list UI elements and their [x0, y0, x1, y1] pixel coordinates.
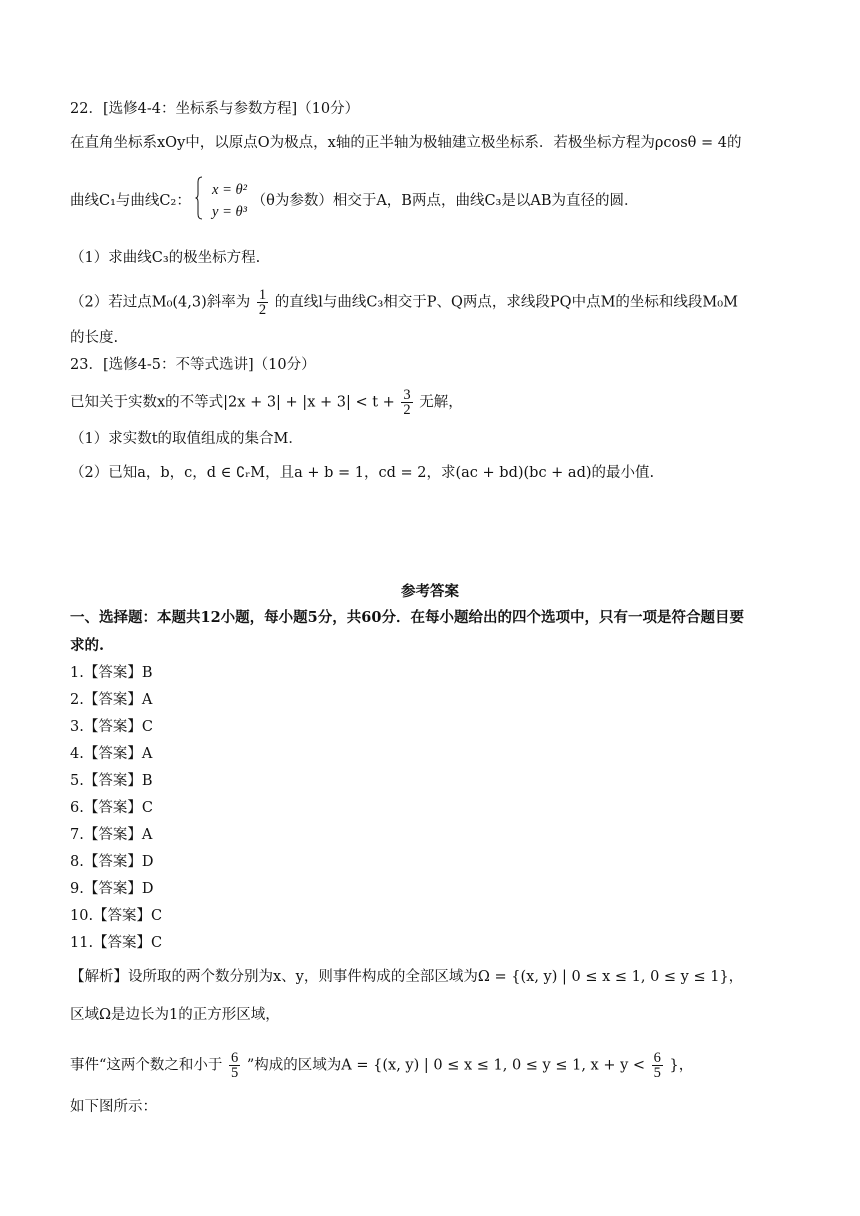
answer-item: 2.【答案】A	[70, 692, 153, 708]
q23-line1	[70, 388, 463, 417]
q22-part2-b: 的直线l与曲线C₃相交于P、Q两点，求线段PQ中点M的坐标和线段M₀M	[274, 294, 738, 311]
answer-item: 4.【答案】A	[70, 746, 153, 762]
q22-part2-end: 的长度.	[70, 330, 119, 346]
fraction-one-half	[257, 288, 268, 317]
system-brace	[195, 176, 203, 226]
answer-item: 3.【答案】C	[70, 719, 153, 735]
answer-item: 11.【答案】C	[70, 935, 163, 951]
analysis-line3-c: }，	[669, 1057, 694, 1074]
fraction-three-halves	[401, 388, 412, 417]
frac-num: 1	[258, 287, 267, 303]
q23-title: 23．[选修4-5：不等式选讲]（10分）	[70, 357, 316, 373]
answer-item: 6.【答案】C	[70, 800, 153, 816]
frac-num: 6	[653, 1050, 661, 1066]
q22-line1: 在直角坐标系xOy中，以原点O为极点，x轴的正半轴为极轴建立极坐标系．若极坐标方程为ρcosθ = 4的	[70, 135, 742, 151]
frac-den: 5	[231, 1065, 239, 1081]
fraction-six-fifths	[229, 1051, 240, 1080]
q22-line2	[70, 176, 639, 226]
frac-den: 2	[258, 302, 267, 318]
analysis-line2: 区域Ω是边长为1的正方形区域，	[70, 1007, 280, 1023]
answer-item: 1.【答案】B	[70, 665, 153, 681]
q23-line1-b: 无解，	[419, 394, 463, 411]
frac-num: 6	[231, 1050, 239, 1066]
q22-part1: （1）求曲线C₃的极坐标方程.	[70, 250, 261, 266]
answer-item: 10.【答案】C	[70, 908, 163, 924]
q22-part2-a: （2）若过点M₀(4,3)斜率为	[70, 294, 251, 311]
answer-item: 7.【答案】A	[70, 827, 153, 843]
analysis-line1: 【解析】设所取的两个数分别为x、y，则事件构成的全部区域为Ω = {(x, y) | 0 ≤ x ≤ 1, 0 ≤ y ≤ 1}，	[70, 969, 744, 985]
analysis-line4: 如下图所示：	[70, 1099, 157, 1115]
fraction-six-fifths-2	[652, 1051, 663, 1080]
q23-part1: （1）求实数t的取值组成的集合M．	[70, 431, 303, 447]
sys-eq-2: y = θ³	[212, 204, 247, 220]
q22-line2-a: 曲线C₁与曲线C₂：	[70, 193, 191, 209]
q23-line1-a: 已知关于实数x的不等式|2x + 3| + |x + 3| < t +	[70, 394, 395, 411]
q23-part2: （2）已知a，b，c，d ∈ ∁ᵣM，且a + b = 1，cd = 2，求(ac + bd)(bc + ad)的最小值.	[70, 465, 655, 481]
answer-item: 5.【答案】B	[70, 773, 153, 789]
frac-den: 5	[653, 1065, 661, 1081]
frac-num: 3	[403, 387, 411, 403]
q22-line2-b: （θ为参数）相交于A，B两点，曲线C₃是以AB为直径的圆．	[251, 193, 639, 209]
frac-den: 2	[403, 402, 411, 418]
q22-title: 22．[选修4-4：坐标系与参数方程]（10分）	[70, 101, 360, 117]
analysis-line3-a: 事件“这两个数之和小于	[70, 1057, 223, 1074]
answer-item: 9.【答案】D	[70, 881, 154, 897]
section1-line2: 求的.	[70, 637, 105, 654]
analysis-line3	[70, 1051, 693, 1080]
sys-eq-1: x = θ²	[212, 182, 247, 198]
q22-part2	[70, 288, 738, 317]
parametric-system	[212, 179, 247, 223]
analysis-line3-b: ”构成的区域为A = {(x, y) | 0 ≤ x ≤ 1, 0 ≤ y ≤ 1, x + y <	[246, 1057, 646, 1074]
answer-item: 8.【答案】D	[70, 854, 154, 870]
answers-heading: 参考答案	[401, 583, 459, 600]
section1-line1: 一、选择题：本题共12小题，每小题5分，共60分．在每小题给出的四个选项中，只有一项是符合题目要	[70, 609, 744, 626]
